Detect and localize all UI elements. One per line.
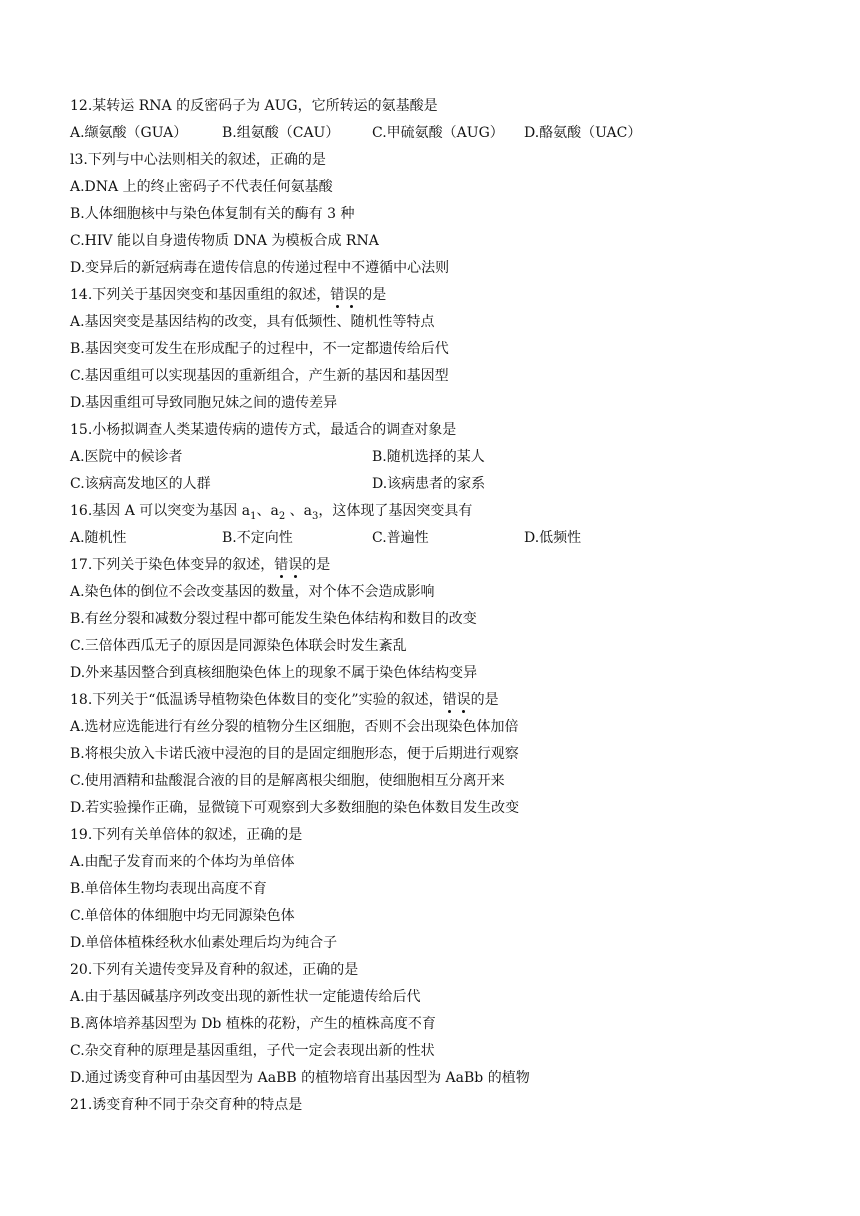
q18-option-d: D.若实验操作正确，显微镜下可观察到大多数细胞的染色体数目发生改变 [70,800,520,816]
q16-stem-mid-2: 、a [285,503,312,519]
q17-option-d: D.外来基因整合到真核细胞染色体上的现象不属于染色体结构变异 [70,665,478,681]
q14-option-c: C.基因重组可以实现基因的重新组合，产生新的基因和基因型 [70,368,449,384]
q20-option-d: D.通过诱变育种可由基因型为 AaBB 的植物培育出基因型为 AaBb 的植物 [70,1070,530,1086]
q20-option-a: A.由于基因碱基序列改变出现的新性状一定能遗传给后代 [70,989,421,1005]
q18-option-a: A.选材应选能进行有丝分裂的植物分生区细胞，否则不会出现染色体加倍 [70,719,519,735]
q16-stem-pre: 16.基因 A 可以突变为基因 a [70,503,251,519]
q18-option-b: B.将根尖放入卡诺氏液中浸泡的目的是固定细胞形态，便于后期进行观察 [70,746,519,762]
q16-option-a: A.随机性 [70,530,127,546]
q16-option-b: B.不定向性 [222,530,293,546]
q14-emphasis-2: 误 [344,282,358,309]
q17-option-a: A.染色体的倒位不会改变基因的数量，对个体不会造成影响 [70,584,435,600]
q12-option-a: A.缬氨酸（GUA） [70,125,188,141]
question-12-options [70,120,830,147]
q16-option-d: D.低频性 [524,530,582,546]
q17-emphasis-2: 误 [288,552,302,579]
q16-stem-mid-1: 、a [256,503,279,519]
question-15-options-row-1 [70,444,830,471]
question-15-stem: 15.小杨拟调查人类某遗传病的遗传方式，最适合的调查对象是 [70,422,457,438]
question-18-stem [70,687,830,714]
q13-option-b: B.人体细胞核中与染色体复制有关的酶有 3 种 [70,206,355,222]
q18-emphasis-2: 误 [457,687,471,714]
q14-option-d: D.基因重组可导致同胞兄妹之间的遗传差异 [70,395,338,411]
question-12-stem: 12.某转运 RNA 的反密码子为 AUG，它所转运的氨基酸是 [70,98,438,114]
q14-stem-pre: 14.下列关于基因突变和基因重组的叙述， [70,287,331,303]
q16-subscript-1: 1 [250,510,257,522]
q15-option-a: A.医院中的候诊者 [70,449,183,465]
q14-emphasis-1: 错 [330,282,344,309]
q18-stem-post: 的是 [470,692,499,708]
q13-option-c: C.HIV 能以自身遗传物质 DNA 为模板合成 RNA [70,233,379,249]
q15-option-d: D.该病患者的家系 [372,476,486,492]
question-17-stem [70,552,830,579]
q16-subscript-2: 2 [278,510,286,522]
question-14-stem [70,282,830,309]
q17-option-b: B.有丝分裂和减数分裂过程中都可能发生染色体结构和数目的改变 [70,611,477,627]
q12-option-d: D.酪氨酸（UAC） [524,125,642,141]
question-16-options [70,525,830,552]
q16-option-c: C.普遍性 [372,530,429,546]
q13-option-d: D.变异后的新冠病毒在遗传信息的传递过程中不遵循中心法则 [70,260,450,276]
question-19-stem: 19.下列有关单倍体的叙述，正确的是 [70,827,303,843]
question-13-stem: l3.下列与中心法则相关的叙述，正确的是 [70,152,326,168]
q14-stem-post: 的是 [358,287,387,303]
q13-option-a: A.DNA 上的终止密码子不代表任何氨基酸 [70,179,333,195]
exam-page [70,93,830,1119]
q17-stem-pre: 17.下列关于染色体变异的叙述， [70,557,275,573]
q14-option-b: B.基因突变可发生在形成配子的过程中，不一定都遗传给后代 [70,341,449,357]
q19-option-a: A.由配子发育而来的个体均为单倍体 [70,854,295,870]
question-21-stem: 21.诱变育种不同于杂交育种的特点是 [70,1097,303,1113]
q12-option-c: C.甲硫氨酸（AUG） [372,125,504,141]
question-16-stem [70,498,830,525]
q16-subscript-3: 3 [311,510,319,522]
q12-option-b: B.组氨酸（CAU） [222,125,340,141]
q17-emphasis-1: 错 [274,552,288,579]
q18-option-c: C.使用酒精和盐酸混合液的目的是解离根尖细胞，使细胞相互分离开来 [70,773,505,789]
question-15-options-row-2 [70,471,830,498]
q16-stem-post: ，这体现了基因突变具有 [318,503,473,519]
q15-option-c: C.该病高发地区的人群 [70,476,211,492]
q20-option-b: B.离体培养基因型为 Db 植株的花粉，产生的植株高度不育 [70,1016,436,1032]
q18-stem-pre: 18.下列关于“低温诱导植物染色体数目的变化”实验的叙述， [70,692,443,708]
q14-option-a: A.基因突变是基因结构的改变，具有低频性、随机性等特点 [70,314,435,330]
q20-option-c: C.杂交育种的原理是基因重组，子代一定会表现出新的性状 [70,1043,435,1059]
q17-stem-post: 的是 [302,557,331,573]
q15-option-b: B.随机选择的某人 [372,449,485,465]
q19-option-c: C.单倍体的体细胞中均无同源染色体 [70,908,295,924]
q18-emphasis-1: 错 [443,687,457,714]
question-20-stem: 20.下列有关遗传变异及育种的叙述，正确的是 [70,962,359,978]
q19-option-d: D.单倍体植株经秋水仙素处理后均为纯合子 [70,935,338,951]
q17-option-c: C.三倍体西瓜无子的原因是同源染色体联会时发生紊乱 [70,638,407,654]
q19-option-b: B.单倍体生物均表现出高度不育 [70,881,267,897]
